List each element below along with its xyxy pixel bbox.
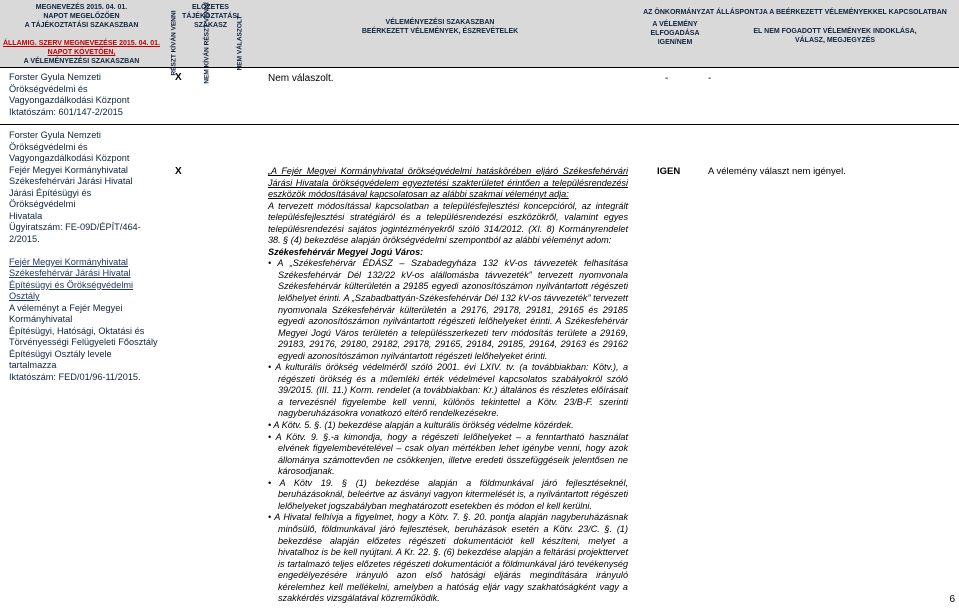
row2-authority-line: A véleményt a Fejér Megyei <box>9 302 123 313</box>
row2-authority-line: Iktatószám: FED/01/96-11/2015. <box>9 371 141 382</box>
opinion-paragraph: „A Fejér Megyei Kormányhivatal örökségvédelmi hatáskörében eljáró Székesfehérvári Járási Hivatala örökségvédelem egyeztetési szakterületet érintően a településrendezési eszközök módosításával kapcsolatosan az alábbi szakmai véleményt adja: <box>268 166 628 200</box>
opinion-bullet: • A „Székesfehérvár ÉDÁSZ – Szabadegyháza 132 kV-os távvezeték felhasítása Székesfehérvár Dél 132/22 kV-os alállomásba távvezeték” tervezett nyomvonala Székesfehérvár külterületén a 29185 egyedi azonosítószámon nyilvántartott régészeti lelőhelyet érinti. A „Szabadbattyán-Székesfehérvár Dél 132 kV-os távvezeték” tervezett nyomvonala Székesfehérvár külterületén a 29176, 29178, 29181, 29165 és 29185 egyedi azonosítószámon nyilvántartott régészeti lelőhelyeket érinti. A Székesfehérvár Megyei Jogú Város területén a településszerkezeti terv módosítás területe a 29169, 29183, 29176, 29180, 29182, 29178, 29165, 29184, 29185, 29164, 29163 és 29162 egyedi azonosítószámon nyilvántartott régészeti lelőhelyeket érinti. <box>268 258 628 361</box>
header-col-accept-line: IGEN/NEM <box>657 39 693 46</box>
header-col-opinions <box>310 18 570 36</box>
row2-authority-line: Ügyiratszám: FE-09D/ÉPÍT/464- <box>9 222 141 232</box>
header-col-position: AZ ÖNKORMÁNYZAT ÁLLÁSPONTJA A BEÉRKEZETT VÉLEMÉNYEKKEL KAPCSOLATBAN <box>643 9 947 16</box>
row2-authority-line: Építésügyi, Hatósági, Oktatási és <box>9 325 145 336</box>
header-col-name-line: NAPOT MEGELŐZŐEN <box>43 13 120 20</box>
header-vertical-cell <box>234 15 246 71</box>
opinion-bullet: • A Kötv 19. § (1) bekezdése alapján a földmunkával járó fejlesztéseknél, beruházásoknál, beleértve az ásványi vagyon kitermelését is, a nyilvántartott régészeti lelőhelyeket jogszabályban meghatározott esetekben és módon el kell kerülni. <box>268 477 628 511</box>
page-number: 6 <box>949 594 955 605</box>
header-vertical-label: NEM KÍVÁN RÉSZT VENNI <box>203 2 211 84</box>
opinion-bullet: • A kulturális örökség védelméről szóló 2001. évi LXIV. tv. (a továbbiakban: Kötv.), a régészeti örökség és a műemléki érték védelmével kapcsolatos szabályokról szóló 39/2015. (III. 11.) Korm. rendelet (a továbbiakban: Kr.) általános és részletes előírásait a tervezésnél figyelembe kell venni, különös tekintettel a Kötv. 23/B-F. szerinti nagyberuházásokra vonatkozó eltérő rendelkezésekre. <box>268 362 628 419</box>
row2-accept-value: IGEN <box>657 166 681 177</box>
row2-authority-line: 2/2015. <box>9 233 40 244</box>
row2-authority-line: Hivatala <box>9 210 43 221</box>
header-col-name <box>0 3 163 66</box>
row1-reason-dash: - <box>708 73 712 84</box>
row-divider <box>0 67 959 68</box>
header-col-accept <box>645 20 705 47</box>
header-col-reason <box>720 27 950 45</box>
row1-authority-line: Iktatószám: 601/147-2/2015 <box>9 106 123 117</box>
opinion-bullet: • A Hivatal felhívja a figyelmet, hogy a Kötv. 7. §. 20. pontja alapján nagyberuházásnak minősülő, földmunkával járó fejlesztések, beruházások esetén a Kötv. 23/C. §. (1) bekezdése alapján előzetes régészeti dokumentációt kell készíteni, melyet a hivatalhoz is be kell nyújtani. A Kr. 22. §. (6) bekezdése alapján a feltárási projekttervet is tartalmazó teljes előzetes régészeti dokumentációt a földmunkával járó tevékenység engedélyezésére irányuló azon első hatósági eljárás megindítására irányuló kérelemhez kell mellékelni, amelyben a hatóság eljár vagy szakhatóságként vagy a szakkérdés vizsgálatával közreműködik. <box>268 512 628 604</box>
row1-status-text: Nem válaszolt. <box>268 73 334 84</box>
header-col-reason-line: EL NEM FOGADOTT VÉLEMÉNYEK INDOKLÁSA, <box>753 28 917 35</box>
row1-authority-line: Vagyongazdálkodási Központ <box>9 95 130 105</box>
header-col-name-line: MEGNEVEZÉS 2015. 04. 01. <box>35 4 128 11</box>
header-col-name-line: A VÉLEMÉNYEZÉSI SZAKASZBAN <box>23 58 140 65</box>
row2-authority-line: Kormányhivatal <box>9 314 73 324</box>
opinion-bullet: • A Kötv. 9. §.-a kimondja, hogy a régészeti lelőhelyeket – a fenntartható használat elvének figyelembevételével – csak olyan mértékben lehet igénybe venni, hogy azok állománya számottevően ne csökkenjen, illetve eredeti összefüggéseik jelentősen ne károsodjanak. <box>268 431 628 477</box>
row1-authority <box>9 72 159 118</box>
row1-no-reply-mark: X <box>175 72 182 83</box>
row2-authority <box>9 130 159 383</box>
row2-authority-line: Forster Gyula Nemzeti <box>9 130 101 140</box>
row2-authority-underlined: Fejér Megyei Kormányhivatal <box>9 256 128 267</box>
header-vertical-label: NEM VÁLASZOLT <box>236 15 244 71</box>
row2-authority-line: Járási Építésügyi és Örökségvédelmi <box>9 187 92 209</box>
header-vertical-cell <box>201 2 213 84</box>
row2-authority-line: Székesfehérvári Járási Hivatal <box>9 176 133 186</box>
header-col-opinions-line: BEÉRKEZETT VÉLEMÉNYEK, ÉSZREVÉTELEK <box>361 28 519 35</box>
row2-authority-line: Fejér Megyei Kormányhivatal <box>9 164 128 175</box>
row1-authority-line: Örökségvédelmi és <box>9 83 88 94</box>
header-col-name-line: A TÁJÉKOZTATÁSI SZAKASZBAN <box>24 22 139 29</box>
header-col-prelim-line: SZAKASZ <box>193 22 228 29</box>
row2-reason-note: A vélemény választ nem igényel. <box>708 166 846 177</box>
header-vertical-label: RÉSZT KÍVÁN VENNI <box>170 10 178 76</box>
header-col-accept-line: A VÉLEMÉNY <box>652 21 698 28</box>
row2-authority-line: Törvényességi Felügyeleti Főosztály <box>9 337 158 347</box>
row2-authority-line: Vagyongazdálkodási Központ <box>9 153 130 163</box>
row2-authority-underlined: Székesfehérvár Járási Hivatal <box>9 268 131 278</box>
row2-opinion-text <box>268 166 628 605</box>
row2-authority-underlined: Építésügyi és Örökségvédelmi Osztály <box>9 279 134 301</box>
row2-authority-line: Építésügyi Osztály levele tartalmazza <box>9 348 112 370</box>
row1-authority-line: Forster Gyula Nemzeti <box>9 72 101 82</box>
row1-accept-dash: - <box>665 73 669 84</box>
header-col-name-red-line: NAPOT KÖVETŐEN, <box>47 49 116 56</box>
header-vertical-cell <box>168 10 180 76</box>
opinion-heading: Székesfehérvár Megyei Jogú Város: <box>268 246 424 257</box>
row2-participates-mark: X <box>175 166 182 177</box>
row2-authority-line: Örökségvédelmi és <box>9 141 88 152</box>
row-divider <box>0 124 959 125</box>
header-col-accept-line: ELFOGADÁSA <box>650 30 700 37</box>
opinion-paragraph: A tervezett módosítással kapcsolatban a településfejlesztési koncepcióról, az integrált településfejlesztési stratégiáról és a településrendezési eszközökről, valamint egyes településrendezési sajátos jogintézményekről szóló 314/2012. (XI. 8) Kormányrendelet 38. § (4) bekezdése alapján örökségvédelmi szempontból az alábbi véleményt adom: <box>268 200 628 246</box>
opinion-bullet: • A Kötv. 5. §. (1) bekezdése alapján a kulturális örökség védelme közérdek. <box>268 420 574 431</box>
header-col-name-red-line: ÁLLAMIG. SZERV MEGNEVEZÉSE 2015. 04. 01. <box>2 40 161 47</box>
header-col-opinions-line: VÉLEMÉNYEZÉSI SZAKASZBAN <box>385 19 495 26</box>
header-col-prelim-line: ELŐZETES TÁJÉKOZTATÁSI <box>182 4 239 20</box>
header-col-reason-line: VÁLASZ, MEGJEGYZÉS <box>794 37 876 44</box>
